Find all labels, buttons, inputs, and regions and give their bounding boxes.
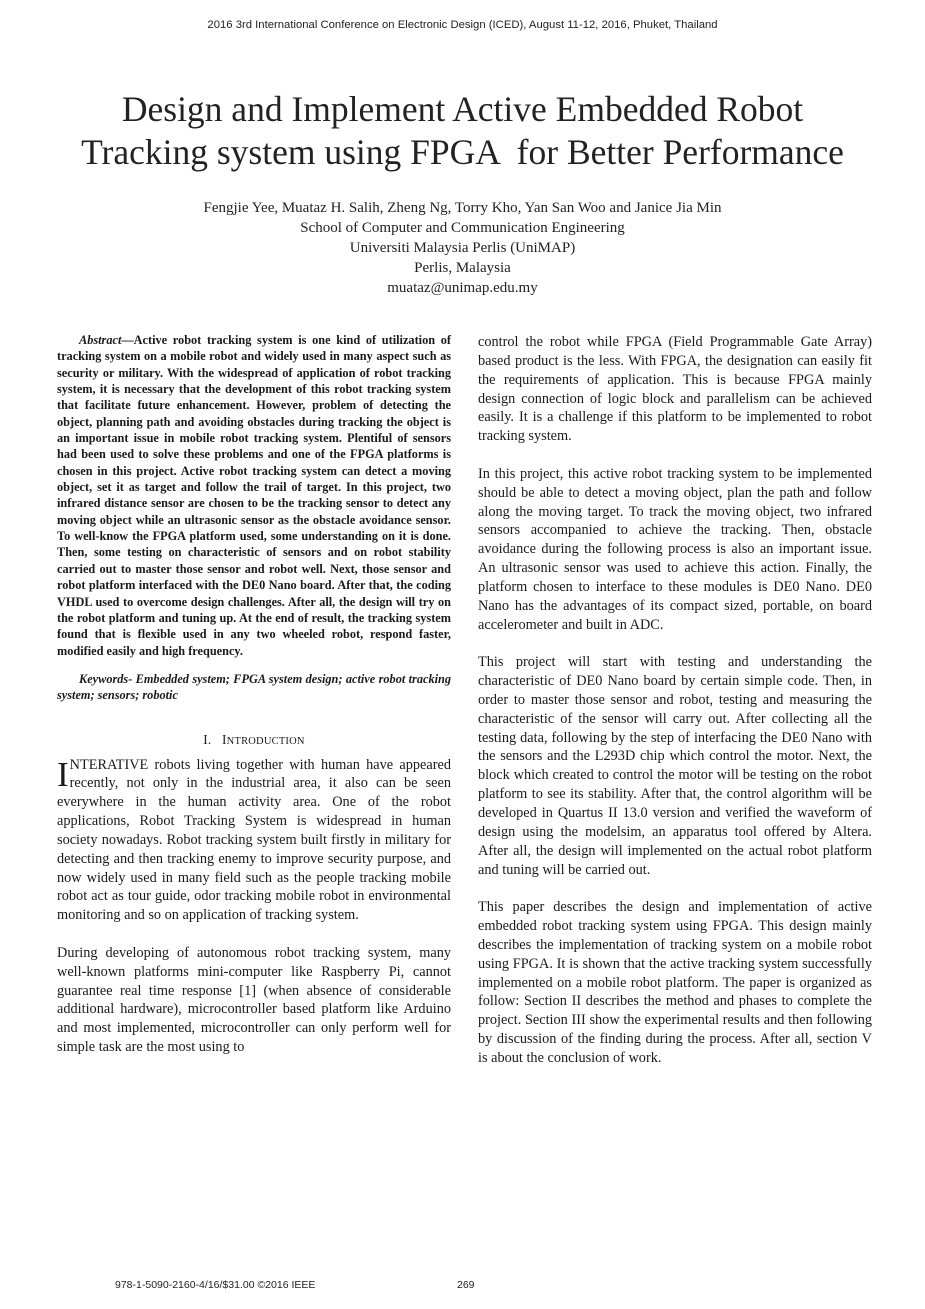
right-paragraph-2: In this project, this active robot tracking system to be implemented should be able to detect a moving object, plan the path and follow along the moving target. To track the moving object, two infrared sensors accompanied to achieve the tracking. Then, obstacle avoidance during the following process is also an important issue. An ultrasonic sensor was used to achieve this action. Finally, the platform chosen to interface to these modules is DE0 Nano. DE0 Nano has the advantages of its compact sized, portable, on board accelerometer and built in ADC. xyxy=(478,465,872,633)
section-numeral: I. xyxy=(203,731,212,747)
section-heading-introduction xyxy=(57,732,451,748)
section-title-first-letter: I xyxy=(222,731,227,747)
abstract xyxy=(57,332,451,659)
author-location: Perlis, Malaysia xyxy=(414,260,511,276)
paper-title-line-1: Design and Implement Active Embedded Robot xyxy=(121,89,804,129)
page-number: 269 xyxy=(457,1279,475,1291)
right-paragraph-1: control the robot while FPGA (Field Programmable Gate Array) based product is the less. With FPGA, the designation can easily fit the requirements of application. This is because FPGA mainly design connection of logic block and parallelism can be achieved easily. It is a challenge if this platform to be implemented to robot tracking system. xyxy=(478,334,872,445)
right-column xyxy=(478,333,872,1068)
intro-paragraph-1 xyxy=(57,756,451,926)
footer-isbn: 978-1-5090-2160-4/16/$31.00 ©2016 IEEE xyxy=(115,1279,316,1291)
abstract-text: —Active robot tracking system is one kind of utilization of tracking system on a mobile robot and widely used in many aspect such as security or military. With the widespread of application of robot tracking system, it is necessary that the development of this robot tracking system that facilitate future enhancement. However, problem of detecting the object, planning path and avoiding obstacles during tracking the object is an important issue in mobile robot tracking system. Plentiful of sensors had been used to solve these problems and one of the FPGA platforms is chosen in this project. Active robot tracking system can detect a moving object, set it as target and follow the trail of target. In this project, two infrared distance sensor are chosen to be the tracking sensor to detect any moving object while an ultrasonic sensor as the obstacle avoidance sensor. To well-know the FPGA platform used, some understanding on it is done. Then, some testing on characteristic of sensors and on robot stability carried out to master those sensor and robot well. Next, those sensor and robot platform interfaced with the DE0 Nano board. After that, the coding VHDL used to overcome design challenges. After all, the design will try on the robot platform and tuning up. At the end of result, the tracking system found that is flexible used in any two wheeled robot, respond faster, modified easily and high frequency. xyxy=(57,333,451,658)
drop-cap: I xyxy=(57,754,69,794)
paper-title xyxy=(20,88,905,174)
keywords: Keywords- Embedded system; FPGA system design; active robot tracking system; sensors; robotic xyxy=(57,671,451,703)
right-paragraph-3: This project will start with testing and understanding the characteristic of DE0 Nano board by certain simple code. Then, in order to master those sensor and robot, testing and measuring the characteristic of the sensor will carry out. After collecting all the testing data, following by the step of interfacing the DE0 Nano with the sensors and the L293D chip which control the motor. Next, the block which created to control the motor will be testing on the robot platform to see its stability. After that, the control algorithm will be developed in Quartus II 13.0 version and verified the waveform of design using the modelsim, an apparatus tool offered by Altera. After all, the design will implemented on the actual robot platform and tuning will be carried out. xyxy=(478,654,872,878)
author-university: Universiti Malaysia Perlis (UniMAP) xyxy=(349,240,576,256)
intro-paragraph-2: During developing of autonomous robot tracking system, many well-known platforms mini-computer like Raspberry Pi, cannot guarantee real time response [1] (when absence of considerable additional hardware), microcontroller based platform like Arduino and most implemented, microcontroller can only perform well for simple task are the most using to xyxy=(57,944,451,1056)
paper-title-line-2: Tracking system using FPGA for Better Performance xyxy=(81,132,844,172)
author-block xyxy=(0,198,925,298)
intro-paragraph-1-text: NTERATIVE robots living together with human have appeared recently, not only in the industrial area, it also can be seen everywhere in the human activity area. One of the robot applications, Robot Tracking System is widespread in human society nowadays. Robot tracking system built firstly in military for detecting and then tracking enemy to improve security purpose, and now widely used in many field such as the people tracking mobile robot act as tour guide, odor tracking mobile robot in environmental monitoring and so on application of tracking system. xyxy=(57,756,451,924)
conference-header: 2016 3rd International Conference on Electronic Design (ICED), August 11-12, 2016, Phuket, Thailand xyxy=(207,19,718,31)
abstract-label: Abstract xyxy=(79,333,122,347)
author-names: Fengjie Yee, Muataz H. Salih, Zheng Ng, Torry Kho, Yan San Woo and Janice Jia Min xyxy=(203,200,722,216)
section-title-rest: NTRODUCTION xyxy=(226,735,305,747)
left-column xyxy=(57,332,451,1057)
author-department: School of Computer and Communication Engineering xyxy=(300,220,625,236)
author-email[interactable]: muataz@unimap.edu.my xyxy=(387,280,538,296)
right-paragraph-4: This paper describes the design and implementation of active embedded robot tracking system using FPGA. This design mainly describes the implementation of tracking system on a mobile robot using FPGA. It is shown that the active tracking system successfully implemented on a mobile robot platform. The paper is organized as follow: Section II describes the method and phases to complete the project. Section III show the experimental results and then following by discussion of the finding during the process. After all, section V is about the conclusion of work. xyxy=(478,899,872,1066)
